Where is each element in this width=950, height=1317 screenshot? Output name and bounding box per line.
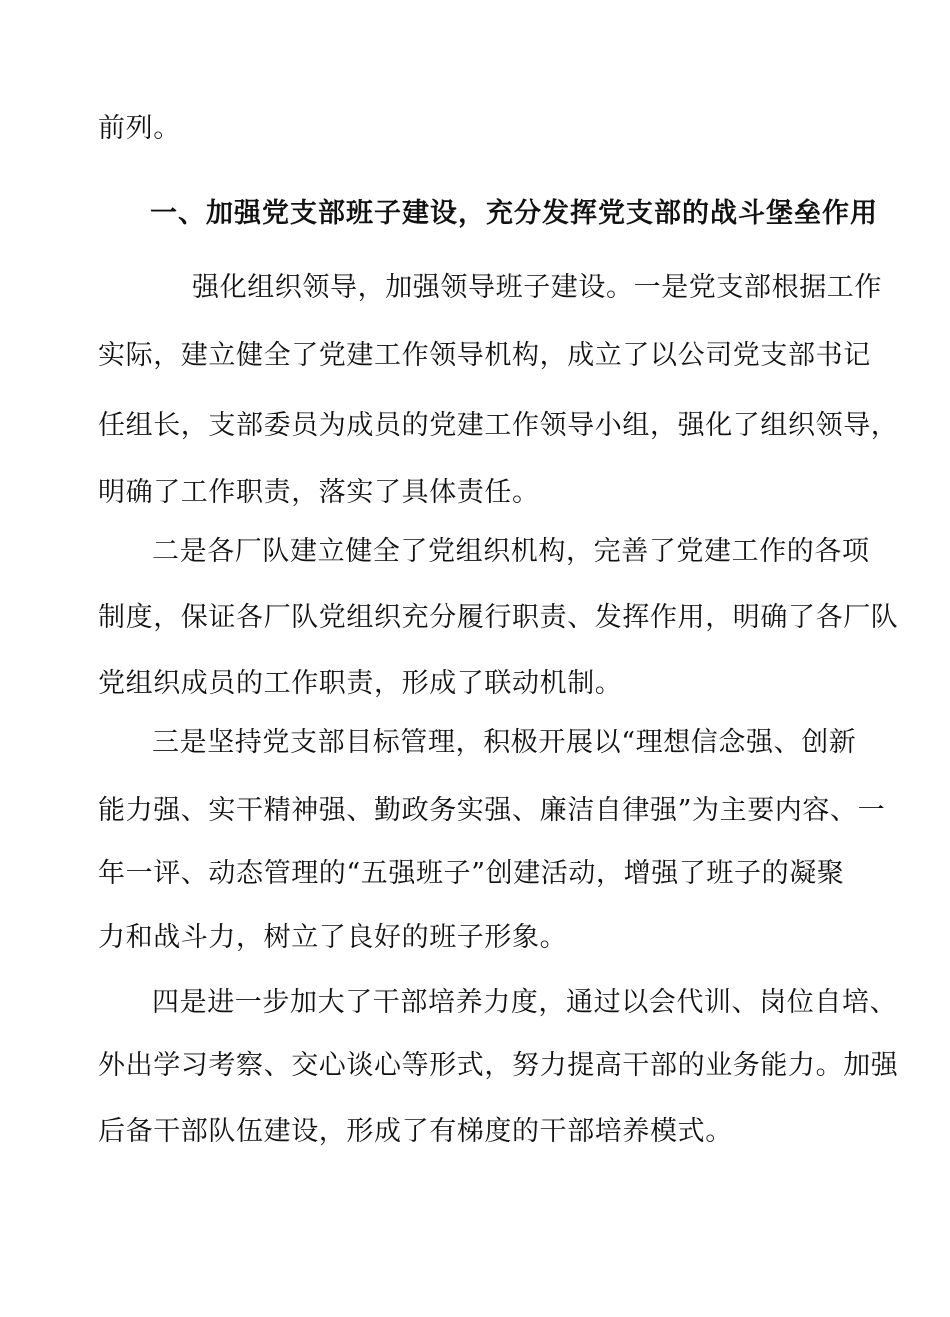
paragraph-line: 前列。 [98, 113, 181, 144]
paragraph-line: 任组长，支部委员为成员的党建工作领导小组，强化了组织领导， [98, 410, 899, 441]
paragraph-line: 年一评、动态管理的“五强班子”创建活动，增强了班子的凝聚 [98, 858, 845, 889]
paragraph-line: 二是各厂队建立健全了党组织机构，完善了党建工作的各项 [152, 536, 870, 567]
paragraph-line: 制度，保证各厂队党组织充分履行职责、发挥作用，明确了各厂队 [98, 602, 899, 633]
section-heading: 一、加强党支部班子建设，充分发挥党支部的战斗堡垒作用 [150, 198, 878, 229]
paragraph-line: 明确了工作职责，落实了具体责任。 [98, 477, 540, 508]
paragraph-line: 实际，建立健全了党建工作领导机构，成立了以公司党支部书记 [98, 340, 871, 371]
paragraph-line: 能力强、实干精神强、勤政务实强、廉洁自律强”为主要内容、一 [98, 795, 886, 826]
paragraph-line: 外出学习考察、交心谈心等形式，努力提高干部的业务能力。加强 [98, 1050, 899, 1081]
paragraph-line: 强化组织领导，加强领导班子建设。一是党支部根据工作 [192, 272, 882, 303]
paragraph-line: 党组织成员的工作职责，形成了联动机制。 [98, 668, 623, 699]
paragraph-line: 后备干部队伍建设，形成了有梯度的干部培养模式。 [98, 1116, 733, 1147]
paragraph-line: 三是坚持党支部目标管理，积极开展以“理想信念强、创新 [152, 727, 857, 758]
paragraph-line: 四是进一步加大了干部培养力度，通过以会代训、岗位自培、 [152, 987, 898, 1018]
paragraph-line: 力和战斗力，树立了良好的班子形象。 [98, 922, 568, 953]
